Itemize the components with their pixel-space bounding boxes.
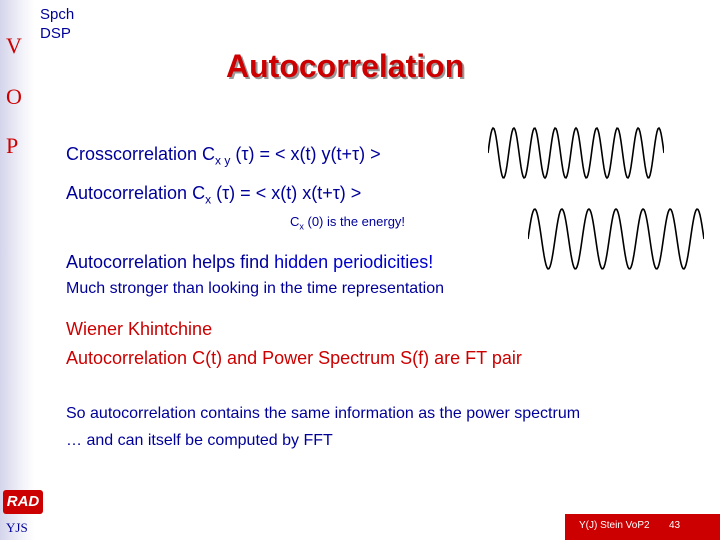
auto-waves xyxy=(528,206,704,272)
crosscorrelation-formula xyxy=(66,144,381,168)
side-letter-o: O xyxy=(6,84,22,109)
hidden-periodicities-line xyxy=(66,252,433,273)
energy-note xyxy=(290,214,405,232)
autocorrelation-subscript: x xyxy=(205,192,212,207)
wave-bottom xyxy=(528,209,704,269)
topic-line-1: Spch xyxy=(40,6,75,23)
wiener-khintchine-title: Wiener Khintchine xyxy=(66,319,213,339)
hidden-periodicities-highlight: hidden periodicities! xyxy=(274,252,434,272)
wiener-khintchine-text: Autocorrelation C(t) and Power Spectrum S(f) are FT pair xyxy=(66,348,522,368)
slide-title: Autocorrelation xyxy=(226,48,465,84)
crosscorrelation-rest: (τ) = < x(t) y(t+τ) > xyxy=(230,144,381,164)
cross-waves xyxy=(488,125,664,181)
footer-credit: Y(J) Stein VoP2 xyxy=(579,520,650,531)
side-letter-p: P xyxy=(6,133,19,158)
crosscorrelation-subscript: x y xyxy=(215,153,231,168)
crosscorrelation-text: Crosscorrelation C xyxy=(66,144,216,164)
side-band xyxy=(0,0,34,540)
topic-line-2: DSP xyxy=(40,25,71,42)
energy-subscript: x xyxy=(299,221,304,232)
helps-text: Autocorrelation helps find xyxy=(66,252,275,272)
rad-logo: RAD xyxy=(3,490,43,514)
summary-line-2: … and can itself be computed by FFT xyxy=(66,432,333,449)
energy-rest: (0) is the energy! xyxy=(303,214,406,229)
energy-text: C xyxy=(290,214,300,229)
autocorrelation-formula xyxy=(66,183,361,207)
side-letter-v: V xyxy=(6,33,22,58)
footer-bar xyxy=(565,514,720,540)
autocorrelation-rest: (τ) = < x(t) x(t+τ) > xyxy=(211,183,362,203)
wave-top xyxy=(488,128,664,178)
autocorrelation-text: Autocorrelation C xyxy=(66,183,206,203)
stronger-line: Much stronger than looking in the time representation xyxy=(66,280,444,297)
page-number: 43 xyxy=(669,520,681,531)
summary-line-1: So autocorrelation contains the same information as the power spectrum xyxy=(66,405,581,422)
author-initials: YJS xyxy=(6,520,28,535)
